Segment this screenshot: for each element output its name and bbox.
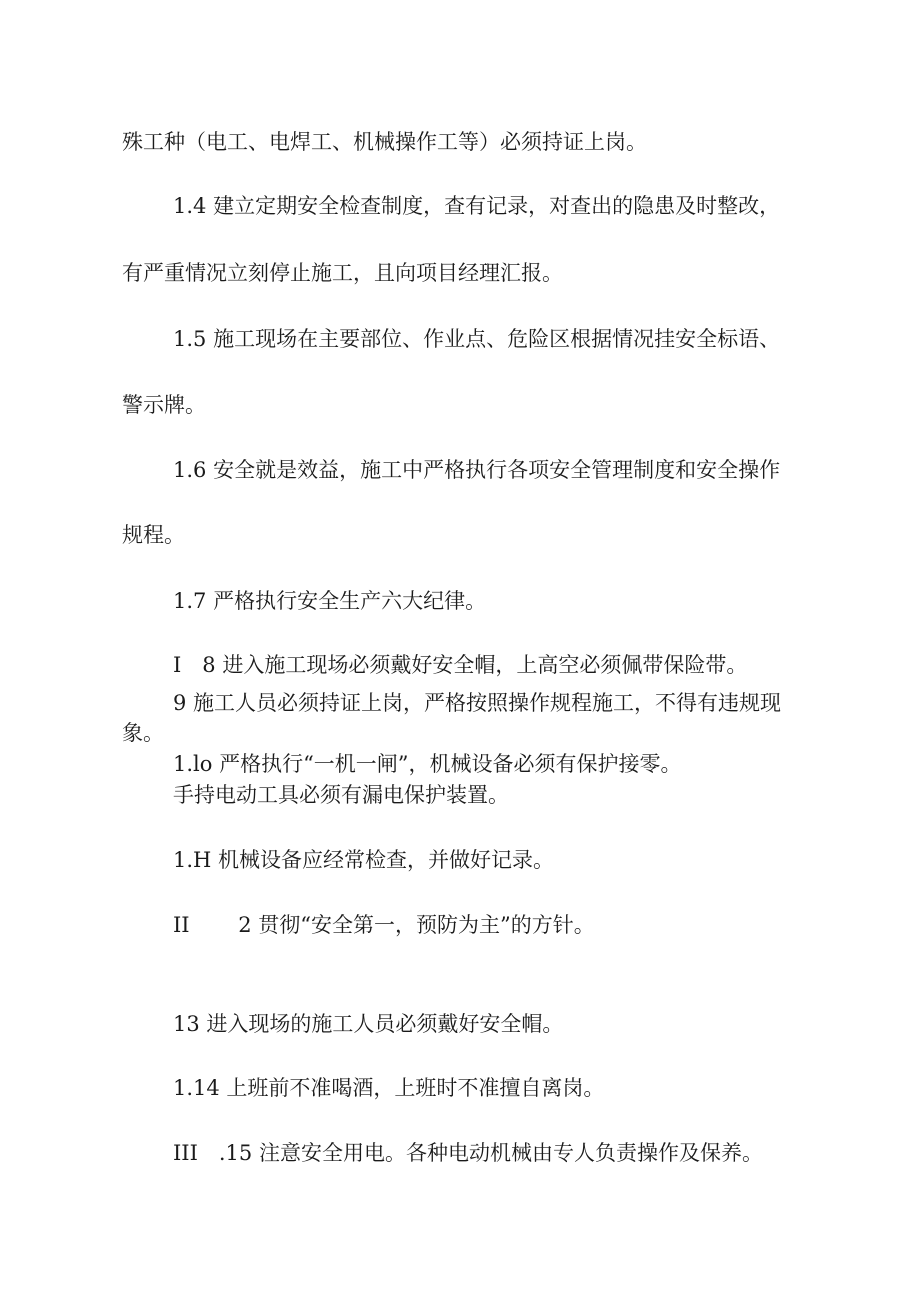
paragraph-line: 有严重情况立刻停止施工，且向项目经理汇报。	[122, 261, 563, 285]
paragraph-line: 13 进入现场的施工人员必须戴好安全帽。	[173, 1012, 564, 1036]
paragraph-line: 9 施工人员必须持证上岗，严格按照操作规程施工，不得有违规现	[173, 691, 782, 715]
paragraph-line: II 2 贯彻“安全第一，预防为主”的方针。	[173, 913, 595, 937]
paragraph-line: 手持电动工具必须有漏电保护装置。	[173, 783, 509, 807]
paragraph-line: 1.lo 严格执行“一机一闸”，机械设备必须有保护接零。	[173, 752, 682, 776]
paragraph-line: 1.6 安全就是效益，施工中严格执行各项安全管理制度和安全操作	[173, 458, 781, 482]
paragraph-line: 象。	[122, 721, 164, 745]
paragraph-line: 殊工种（电工、电焊工、机械操作工等）必须持证上岗。	[122, 130, 647, 154]
paragraph-line: 1.5 施工现场在主要部位、作业点、危险区根据情况挂安全标语、	[173, 327, 781, 351]
paragraph-line: 1.H 机械设备应经常检查，并做好记录。	[173, 848, 555, 872]
paragraph-line: 1.7 严格执行安全生产六大纪律。	[173, 589, 487, 613]
paragraph-line: 1.4 建立定期安全检查制度，查有记录，对查出的隐患及时整改，	[173, 194, 781, 218]
paragraph-line: III .15 注意安全用电。各种电动机械由专人负责操作及保养。	[173, 1141, 763, 1165]
paragraph-line: 规程。	[122, 523, 185, 547]
paragraph-line: I 8 进入施工现场必须戴好安全帽，上高空必须佩带保险带。	[173, 653, 748, 677]
paragraph-line: 1.14 上班前不准喝酒，上班时不准擅自离岗。	[173, 1076, 605, 1100]
paragraph-line: 警示牌。	[122, 393, 206, 417]
